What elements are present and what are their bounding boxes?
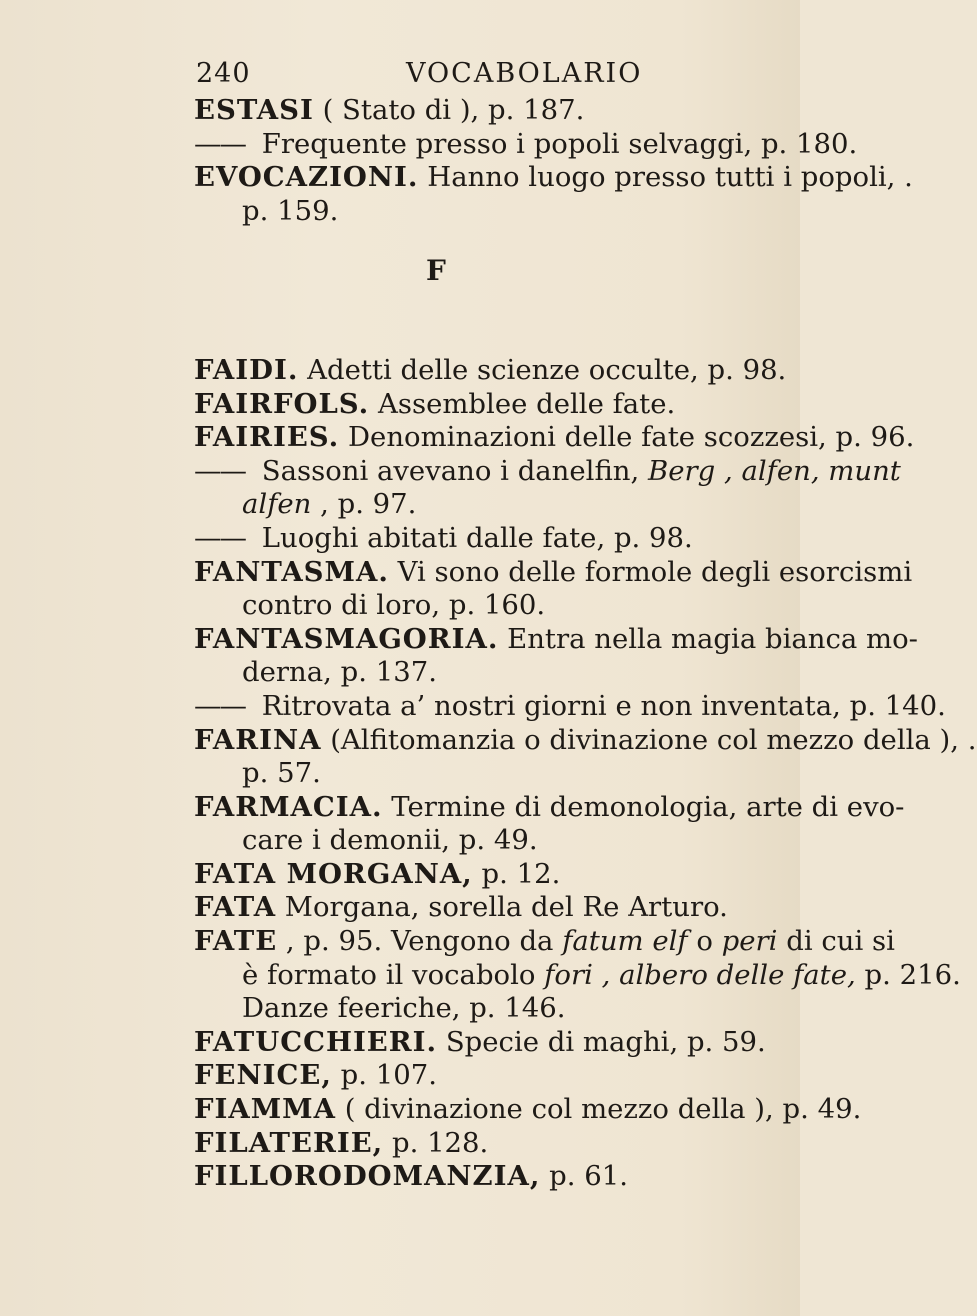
entry-continuation: alfen , p. 97. — [242, 488, 417, 521]
entry-continuation: p. 159. — [242, 194, 339, 227]
entry-evocazioni: EVOCAZIONI. Hanno luogo presso tutti i popoli, . — [194, 161, 913, 194]
entry-faidi: FAIDI. Adetti delle scienze occulte, p. 98. — [194, 353, 787, 386]
entry-fata: FATA Morgana, sorella del Re Arturo. — [194, 891, 728, 924]
entry-fate: FATE , p. 95. Vengono da fatum elf o peri di cui si — [194, 925, 895, 958]
entry-farina: FARINA (Alfitomanzia o divinazione col mezzo della ), . — [194, 723, 977, 756]
entry-fillorodomanzia: FILLORODOMANZIA, p. 61. — [194, 1160, 628, 1193]
entry-sub: —— Sassoni avevano i danelfin, Berg , alfen, munt — [194, 454, 901, 487]
entry-fenice: FENICE, p. 107. — [194, 1059, 437, 1092]
entry-filaterie: FILATERIE, p. 128. — [194, 1126, 489, 1159]
entry-continuation: contro di loro, p. 160. — [242, 589, 546, 622]
entry-continuation: Danze feeriche, p. 146. — [242, 992, 566, 1025]
entry-sub: —— Luoghi abitati dalle fate, p. 98. — [194, 521, 693, 554]
entry-continuation: derna, p. 137. — [242, 656, 437, 689]
entry-continuation: care i demonii, p. 49. — [242, 824, 538, 857]
entry-fatucchieri: FATUCCHIERI. Specie di maghi, p. 59. — [194, 1025, 766, 1058]
entry-sub: —— Frequente presso i popoli selvaggi, p. 180. — [194, 127, 858, 160]
dictionary-column — [194, 94, 977, 1194]
entry-fantasma: FANTASMA. Vi sono delle formole degli esorcismi — [194, 555, 913, 588]
entry-fantasmagoria: FANTASMAGORIA. Entra nella magia bianca mo- — [194, 622, 918, 655]
entry-fairies: FAIRIES. Denominazioni delle fate scozzesi, p. 96. — [194, 421, 915, 454]
entry-continuation: p. 57. — [242, 757, 321, 790]
entry-sub: —— Ritrovata a’ nostri giorni e non inventata, p. 140. — [194, 689, 946, 722]
entry-fairfols: FAIRFOLS. Assemblee delle fate. — [194, 387, 676, 420]
entry-fata-morgana: FATA MORGANA, p. 12. — [194, 857, 561, 890]
entry-farmacia: FARMACIA. Termine di demonologia, arte di evo- — [194, 790, 905, 823]
page-header — [196, 58, 756, 89]
page-number: 240 — [196, 58, 251, 89]
section-letter: F — [426, 254, 446, 288]
running-title: VOCABOLARIO — [406, 58, 643, 89]
entry-fiamma: FIAMMA ( divinazione col mezzo della ), p. 49. — [194, 1093, 862, 1126]
entry-estasi: ESTASI ( Stato di ), p. 187. — [194, 94, 585, 126]
entry-continuation: è formato il vocabolo fori , albero delle fate, p. 216. — [242, 958, 961, 991]
